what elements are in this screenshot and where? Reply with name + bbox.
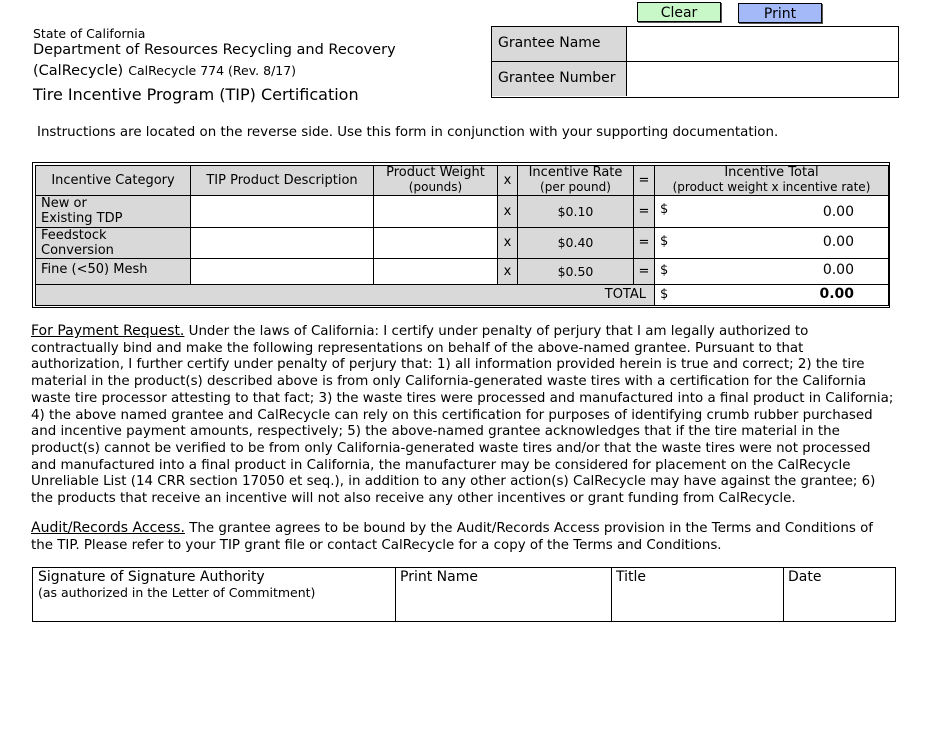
product-weight-input[interactable] bbox=[374, 196, 497, 227]
row-total: 0.00 bbox=[822, 262, 854, 278]
product-description-input[interactable] bbox=[191, 228, 373, 258]
grand-total-currency: $ bbox=[660, 287, 669, 302]
signature-label: Signature of Signature Authority bbox=[38, 569, 265, 585]
signature-note: (as authorized in the Letter of Commitment) bbox=[38, 585, 316, 600]
header-description: TIP Product Description bbox=[190, 165, 374, 196]
total-label: TOTAL bbox=[35, 284, 655, 306]
form-id-line bbox=[33, 60, 296, 79]
row-category bbox=[35, 227, 191, 259]
header-total-formula: (product weight x incentive rate) bbox=[672, 180, 871, 194]
print-name-cell[interactable] bbox=[395, 568, 612, 621]
signature-cell[interactable] bbox=[33, 568, 396, 621]
audit-text: The grantee agrees to be bound by the Audit/Records Access provision in the Terms and Conditions of the TIP. Please refer to your TIP grant file or contact CalRecycle for a copy of the Terms and Conditions. bbox=[31, 521, 873, 553]
row-category-line2: Existing TDP bbox=[41, 211, 123, 226]
row-times: x bbox=[497, 195, 518, 228]
incentive-table bbox=[32, 162, 890, 308]
row-weight-cell bbox=[373, 258, 498, 285]
payment-request-text: Under the laws of California: I certify under penalty of perjury that I am legally authorized to contractually bind and make the following representations on behalf of the above-named grantee. Pursuant to that authorization, I further certify under penalty of perjury that: 1) all information provided herein is true and correct; 2) the tire material in the product(s) described above is from only California-generated waste tires with a certification for the California waste tire processor attesting to that fact; 3) the waste tires were processed and manufactured into a final product in California; 4) the above named grantee and CalRecycle can rely on this certification for purposes of identifying crumb rubber purchased and incentive payment amounts, respectively; 5) the above-named grantee acknowledges that if the tire material in the product(s) cannot be verified to be from only California-generated waste tires and/or that the waste tires were not processed and manufactured into a final product in California, the manufacturer may be considered for placement on the CalRecycle Unreliable List (14 CRR section 17050 et seq.), in addition to any other action(s) CalRecycle may have against the grantee; 6) the products that receive an incentive will not also receive any other incentives or grant funding from CalRecycle. bbox=[31, 324, 894, 507]
row-total: 0.00 bbox=[822, 234, 854, 250]
audit-paragraph bbox=[31, 520, 896, 554]
title-label: Title bbox=[616, 569, 647, 585]
header-total bbox=[654, 165, 889, 196]
row-description-cell bbox=[190, 258, 374, 285]
payment-request-paragraph bbox=[31, 323, 896, 508]
page-title: Tire Incentive Program (TIP) Certification bbox=[33, 85, 359, 104]
print-name-label: Print Name bbox=[400, 569, 478, 585]
row-total: 0.00 bbox=[822, 204, 854, 220]
row-total-cell bbox=[654, 195, 889, 228]
row-rate: $0.40 bbox=[517, 227, 634, 259]
row-total-cell bbox=[654, 258, 889, 285]
grantee-number-row bbox=[492, 62, 898, 96]
header-weight-label: Product Weight bbox=[386, 165, 485, 180]
audit-heading: Audit/Records Access. bbox=[31, 520, 185, 536]
row-category-line1: Fine (<50) Mesh bbox=[41, 262, 148, 277]
product-description-input[interactable] bbox=[191, 259, 373, 284]
state-label: State of California bbox=[33, 26, 146, 41]
row-category-line1: New or bbox=[41, 196, 87, 211]
row-currency: $ bbox=[660, 234, 669, 249]
row-rate: $0.10 bbox=[517, 195, 634, 228]
grand-total-cell bbox=[654, 284, 889, 306]
form-id: CalRecycle 774 (Rev. 8/17) bbox=[128, 63, 297, 78]
grand-total-value: 0.00 bbox=[819, 286, 854, 302]
product-description-input[interactable] bbox=[191, 196, 373, 227]
instructions-text: Instructions are located on the reverse side. Use this form in conjunction with your supporting documentation. bbox=[37, 125, 779, 140]
row-category-line2: Conversion bbox=[41, 243, 114, 258]
grantee-name-row bbox=[492, 27, 898, 62]
row-equals: = bbox=[633, 227, 655, 259]
row-weight-cell bbox=[373, 227, 498, 259]
header-category: Incentive Category bbox=[35, 165, 191, 196]
print-button[interactable]: Print bbox=[738, 3, 822, 23]
header-rate bbox=[517, 165, 634, 196]
date-cell[interactable] bbox=[783, 568, 895, 621]
header-total-label: Incentive Total bbox=[724, 165, 819, 180]
row-rate: $0.50 bbox=[517, 258, 634, 285]
grantee-number-label: Grantee Number bbox=[492, 62, 627, 96]
row-currency: $ bbox=[660, 263, 669, 278]
grantee-name-label: Grantee Name bbox=[492, 27, 627, 61]
header-weight-unit: (pounds) bbox=[408, 180, 463, 194]
grantee-name-input[interactable] bbox=[628, 29, 898, 59]
agency-short-name: (CalRecycle) bbox=[33, 63, 124, 79]
grantee-number-input[interactable] bbox=[628, 64, 898, 94]
header-rate-unit: (per pound) bbox=[540, 180, 611, 194]
row-times: x bbox=[497, 258, 518, 285]
header-rate-label: Incentive Rate bbox=[528, 165, 623, 180]
row-equals: = bbox=[633, 195, 655, 228]
title-cell[interactable] bbox=[611, 568, 784, 621]
grantee-box bbox=[491, 26, 899, 98]
date-label: Date bbox=[788, 569, 822, 585]
product-weight-input[interactable] bbox=[374, 259, 497, 284]
row-category bbox=[35, 195, 191, 228]
row-description-cell bbox=[190, 195, 374, 228]
row-equals: = bbox=[633, 258, 655, 285]
row-category bbox=[35, 258, 191, 285]
row-weight-cell bbox=[373, 195, 498, 228]
row-currency: $ bbox=[660, 202, 669, 217]
row-category-line1: Feedstock bbox=[41, 228, 107, 243]
row-total-cell bbox=[654, 227, 889, 259]
product-weight-input[interactable] bbox=[374, 228, 497, 258]
row-description-cell bbox=[190, 227, 374, 259]
signature-table bbox=[32, 567, 896, 622]
clear-button[interactable]: Clear bbox=[637, 2, 721, 22]
row-times: x bbox=[497, 227, 518, 259]
payment-request-heading: For Payment Request. bbox=[31, 323, 185, 339]
header-times: x bbox=[497, 165, 518, 196]
department-name: Department of Resources Recycling and Recovery bbox=[33, 42, 396, 58]
header-weight bbox=[373, 165, 498, 196]
header-equals: = bbox=[633, 165, 655, 196]
